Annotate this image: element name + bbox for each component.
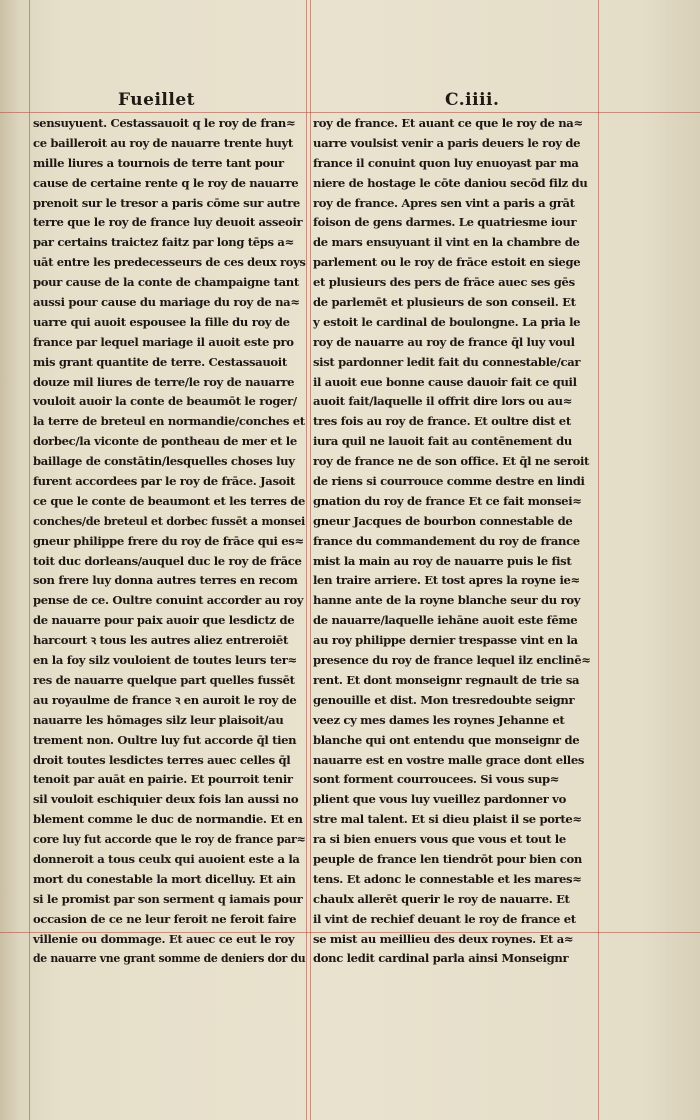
text-line: hanne ante de la royne blanche seur du roy (313, 593, 581, 608)
text-line: de parlemēt et plusieurs de son conseil. Et (313, 295, 576, 310)
ruling-line (29, 0, 30, 1120)
text-line: donc ledit cardinal parla ainsi Monseignr (313, 951, 569, 966)
text-line: france par lequel mariage il auoit este pro (33, 334, 294, 349)
text-line: de nauarre pour paix auoir que lesdictz de (33, 613, 295, 628)
text-line: foison de gens darmes. Le quatriesme iour (313, 215, 577, 230)
text-line: stre mal talent. Et si dieu plaist il se porte≈ (313, 812, 582, 827)
text-line: et plusieurs des pers de frāce auec ses gēs (313, 275, 575, 290)
text-line: par certains traictez faitz par long tēps a≈ (33, 235, 294, 250)
text-line: pense de ce. Oultre conuint accorder au roy (33, 593, 304, 608)
folio-header-left: Fueillet (118, 90, 195, 110)
text-line: vouloit auoir la conte de beaumōt le roger/ (33, 394, 297, 409)
text-line: gnation du roy de france Et ce fait monsei≈ (313, 493, 582, 508)
text-line: occasion de ce ne leur feroit ne feroit faire (33, 911, 297, 926)
text-line: ce bailleroit au roy de nauarre trente huyt (33, 135, 293, 150)
text-line: aussi pour cause du mariage du roy de na≈ (33, 295, 300, 310)
text-line: roy de france. Et auant ce que le roy de na≈ (313, 116, 583, 130)
text-line: roy de france ne de son office. Et q̄l ne seroit (313, 454, 590, 469)
text-line: si le promist par son serment q iamais pour (33, 891, 303, 906)
text-line: gneur Jacques de bourbon connestable de (313, 513, 573, 528)
text-line: au royaulme de france ꝛ en auroit le roy de (33, 692, 297, 707)
text-line: core luy fut accorde que le roy de france par≈ (33, 832, 306, 847)
text-line: la terre de breteul en normandie/conches et (33, 414, 305, 429)
text-line: trement non. Oultre luy fut accorde q̄l tien (33, 732, 297, 747)
text-line: mort du conestable la mort dicelluy. Et ain (33, 871, 296, 886)
folio-number: C.iiii. (445, 90, 500, 110)
text-line: conches/de breteul et dorbec fussēt a monsei (33, 513, 306, 528)
text-line: parlement ou le roy de frāce estoit en siege (313, 255, 581, 270)
text-line: douze mil liures de terre/le roy de nauarre (33, 374, 295, 389)
text-line: roy de france. Apres sen vint a paris a grāt (313, 195, 575, 210)
text-line: veez cy mes dames les roynes Jehanne et (313, 712, 565, 727)
text-line: nauarre les hōmages silz leur plaisoit/au (33, 712, 284, 727)
text-line: peuple de france len tiendrōt pour bien con (313, 851, 582, 866)
text-line: gneur philippe frere du roy de frāce qui es≈ (33, 533, 304, 548)
text-line: il vint de rechief deuant le roy de france et (313, 911, 576, 926)
text-line: prenoit sur le tresor a paris cōme sur autre (33, 195, 300, 210)
text-line: ra si bien enuers vous que vous et tout le (313, 832, 566, 847)
text-line: sil vouloit eschiquier deux fois lan aussi no (33, 792, 299, 807)
text-line: de mars ensuyuant il vint en la chambre de (313, 235, 580, 250)
text-line: iura quil ne lauoit fait au contēnement du (313, 434, 572, 449)
ruling-line (306, 0, 307, 1120)
text-line: se mist au meillieu des deux roynes. Et a≈ (313, 931, 574, 946)
text-line: de nauarre vne grant somme de deniers dor du (33, 951, 306, 966)
text-line: donneroit a tous ceulx qui auoient este a la (33, 851, 300, 866)
text-line: nauarre est en vostre malle grace dont elles (313, 752, 585, 767)
text-line: son frere luy donna autres terres en recom (33, 573, 298, 588)
text-line: de nauarre/laquelle iehāne auoit este fēme (313, 613, 578, 628)
right-text-column (313, 114, 593, 969)
text-line: mist la main au roy de nauarre puis le fist (313, 553, 572, 568)
text-line: tenoit par auāt en pairie. Et pourroit tenir (33, 772, 293, 787)
text-line: len traire arriere. Et tost apres la royne ie≈ (313, 573, 580, 588)
text-line: niere de hostage le cōte daniou secōd filz du (313, 175, 588, 190)
text-line: villenie ou dommage. Et auec ce eut le roy (33, 931, 295, 946)
text-line: harcourt ꝛ tous les autres aliez entreroiēt (33, 633, 288, 648)
text-line: uarre qui auoit espousee la fille du roy de (33, 314, 290, 329)
text-line: blanche qui ont entendu que monseignr de (313, 732, 580, 747)
text-line: tens. Et adonc le connestable et les mares≈ (313, 871, 582, 886)
text-line: blement comme le duc de normandie. Et en (33, 812, 303, 827)
text-line: roy de nauarre au roy de france q̄l luy voul (313, 334, 575, 349)
ruling-line (310, 0, 311, 1120)
text-line: il auoit eue bonne cause dauoir fait ce quil (313, 374, 577, 389)
text-line: dorbec/la viconte de pontheau de mer et le (33, 434, 297, 449)
left-text-column (33, 114, 305, 969)
text-line: auoit fait/laquelle il offrit dire lors ou au≈ (313, 394, 573, 409)
ruling-line (598, 0, 599, 1120)
text-line: ce que le conte de beaumont et les terres de (33, 493, 305, 508)
text-line: uarre voulsist venir a paris deuers le roy de (313, 135, 581, 150)
ruling-line (0, 112, 700, 113)
text-line: presence du roy de france lequel ilz enclinē≈ (313, 653, 591, 668)
text-line: mis grant quantite de terre. Cestassauoit (33, 354, 287, 369)
text-line: en la foy silz vouloient de toutes leurs ter≈ (33, 653, 297, 668)
text-line: sont forment courroucees. Si vous sup≈ (313, 772, 560, 787)
text-line: baillage de constātin/lesquelles choses luy (33, 454, 295, 469)
text-line: de riens si courrouce comme destre en lindi (313, 474, 585, 489)
text-line: chaulx allerēt querir le roy de nauarre. Et (313, 891, 570, 906)
text-line: sist pardonner ledit fait du connestable/car (313, 354, 581, 369)
text-line: france il conuint quon luy enuoyast par ma (313, 155, 579, 170)
text-line: uāt entre les predecesseurs de ces deux roys (33, 255, 306, 270)
text-line: au roy philippe dernier trespasse vint en la (313, 633, 578, 648)
text-line: france du commandement du roy de france (313, 533, 580, 548)
text-line: pour cause de la conte de champaigne tant (33, 275, 299, 290)
text-line: cause de certaine rente q le roy de nauarre (33, 175, 299, 190)
text-line: y estoit le cardinal de boulongne. La pria le (313, 314, 581, 329)
text-line: furent accordees par le roy de frāce. Jasoit (33, 474, 296, 489)
text-line: plient que vous luy vueillez pardonner vo (313, 792, 566, 807)
text-line: droit toutes lesdictes terres auec celles q̄l (33, 752, 291, 767)
text-line: sensuyuent. Cestassauoit q le roy de fran≈ (33, 116, 296, 130)
text-line: genouille et dist. Mon tresredoubte seignr (313, 692, 575, 707)
text-line: mille liures a tournois de terre tant pour (33, 155, 284, 170)
text-line: terre que le roy de france luy deuoit asseoir (33, 215, 303, 230)
text-line: toit duc dorleans/auquel duc le roy de frāce (33, 553, 302, 568)
text-line: res de nauarre quelque part quelles fussēt (33, 672, 295, 687)
text-line: tres fois au roy de france. Et oultre dist et (313, 414, 571, 429)
text-line: rent. Et dont monseignr regnault de trie sa (313, 672, 580, 687)
